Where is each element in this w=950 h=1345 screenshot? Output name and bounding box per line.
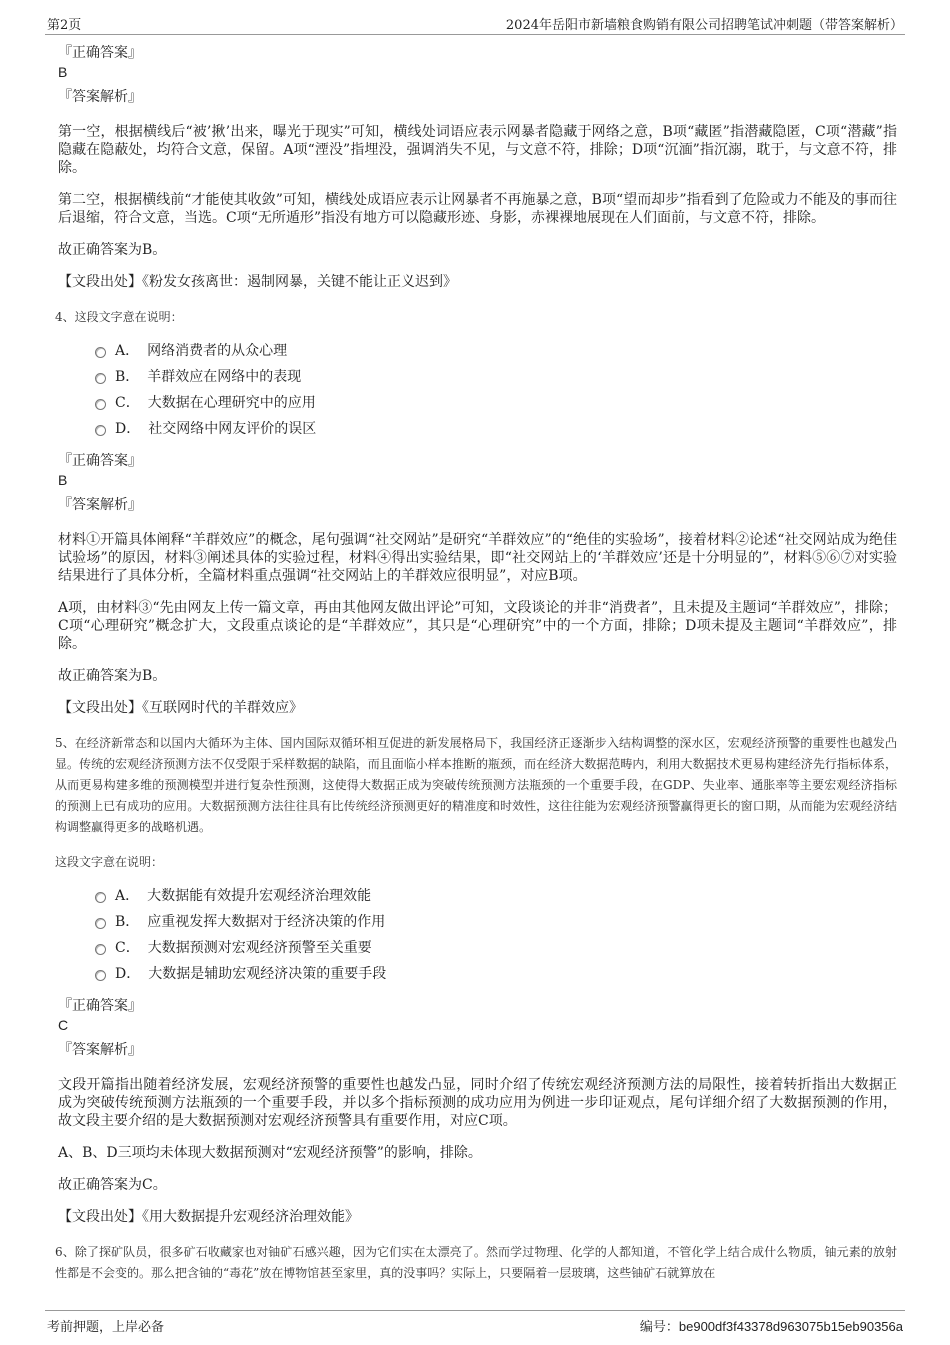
q4-source: 【文段出处】《互联网时代的羊群效应》: [58, 700, 303, 716]
q5-analysis-paragraph: A、B、D三项均未体现大数据预测对“宏观经济预警”的影响，排除。: [58, 1145, 482, 1161]
footer-slogan: 考前押题，上岸必备: [47, 1320, 165, 1335]
radio-icon[interactable]: [95, 970, 106, 981]
q5-option-d[interactable]: D． 大数据是辅助宏观经济决策的重要手段: [95, 965, 897, 991]
document-title: 2024年岳阳市新墙粮食购销有限公司招聘笔试冲刺题（带答案解析）: [505, 18, 903, 33]
radio-icon[interactable]: [95, 347, 106, 358]
page-footer: [45, 1310, 905, 1335]
q4-option-c[interactable]: C． 大数据在心理研究中的应用: [95, 394, 897, 420]
q5-source: 【文段出处】《用大数据提升宏观经济治理效能》: [58, 1209, 359, 1225]
q4-stem: 4、这段文字意在说明：: [55, 310, 183, 324]
radio-icon[interactable]: [95, 425, 106, 436]
q4-options: [95, 342, 897, 446]
q5-option-b[interactable]: B． 应重视发挥大数据对于经济决策的作用: [95, 913, 897, 939]
q6-passage: 6、除了探矿队员，很多矿石收藏家也对铀矿石感兴趣，因为它们实在太漂亮了。然而学过物理、化学的人都知道，不管化学上结合成什么物质，铀元素的放射性都是不会变的。那么把含铀的“毒花”放在博物馆甚至家里，真的没事吗？实际上，只要隔着一层玻璃，这些铀矿石就算放在: [55, 1245, 897, 1280]
q4-option-a[interactable]: A． 网络消费者的从众心理: [95, 342, 897, 368]
correct-answer-label: 『正确答案』: [58, 998, 142, 1014]
q3-analysis-paragraph: 第二空，根据横线前“才能使其收敛”可知，横线处成语应表示让网暴者不再施暴之意，B项“望而却步”指看到了危险或力不能及的事而往后退缩，符合文意，当选。C项“无所遁形”指没有地方可以隐藏形迹、身影，赤裸裸地展现在人们面前，与文意不符，排除。: [58, 192, 897, 226]
q3-answer: B: [58, 64, 68, 80]
q5-option-c[interactable]: C． 大数据预测对宏观经济预警至关重要: [95, 939, 897, 965]
radio-icon[interactable]: [95, 944, 106, 955]
q4-conclusion: 故正确答案为B。: [58, 668, 167, 684]
radio-icon[interactable]: [95, 399, 106, 410]
q3-conclusion: 故正确答案为B。: [58, 242, 167, 258]
q5-stem: 这段文字意在说明：: [55, 855, 164, 869]
document-id: 编号：be900df3f43378d963075b15eb90356a: [639, 1319, 903, 1334]
q5-passage: 5、在经济新常态和以国内大循环为主体、国内国际双循环相互促进的新发展格局下，我国经济正逐渐步入结构调整的深水区，宏观经济预警的重要性也越发凸显。传统的宏观经济预测方法不仅受限于采样数据的缺陷，而且面临小样本推断的瓶颈，而在经济大数据范畴内，利用大数据技术更易构建经济先行指标体系，从而更易构建多维的预测模型并进行复杂性预测，这使得大数据正成为突破传统预测方法瓶颈的一个重要手段，在GDP、失业率、通胀率等主要宏观经济指标的预测上已有成功的应用。大数据预测方法往往具有比传统经济预测更好的精准度和时效性，这往往能为宏观经济预警赢得更长的窗口期，从而能为宏观经济结构调整赢得更多的战略机遇。: [55, 736, 897, 834]
correct-answer-label: 『正确答案』: [58, 453, 142, 469]
q3-source: 【文段出处】《粉发女孩离世：遏制网暴，关键不能让正义迟到》: [58, 274, 457, 290]
radio-icon[interactable]: [95, 373, 106, 384]
analysis-label: 『答案解析』: [58, 1042, 142, 1058]
analysis-label: 『答案解析』: [58, 89, 142, 105]
q4-option-b[interactable]: B． 羊群效应在网络中的表现: [95, 368, 897, 394]
q5-answer: C: [58, 1017, 69, 1033]
q5-analysis-paragraph: 文段开篇指出随着经济发展，宏观经济预警的重要性也越发凸显，同时介绍了传统宏观经济预测方法的局限性，接着转折指出大数据正成为突破传统预测方法瓶颈的一个重要手段，并以多个指标预测的成功应用为例进一步印证观点，尾句详细介绍了大数据预测的作用，故文段主要介绍的是大数据预测对宏观经济预警具有重要作用，对应C项。: [58, 1077, 897, 1129]
q4-analysis-paragraph: 材料①开篇具体阐释“羊群效应”的概念，尾句强调“社交网站”是研究“羊群效应”的“绝佳的实验场”，接着材料②论述“社交网站成为绝佳试验场”的原因，材料③阐述具体的实验过程，材料④得出实验结果，即“社交网站上的‘羊群效应’还是十分明显的”，材料⑤⑥⑦对实验结果进行了具体分析，全篇材料重点强调“社交网站上的羊群效应很明显”，对应B项。: [58, 532, 897, 584]
q5-option-a[interactable]: A． 大数据能有效提升宏观经济治理效能: [95, 887, 897, 913]
page-number: 第2页: [47, 18, 82, 33]
q4-analysis-paragraph: A项，由材料③“先由网友上传一篇文章，再由其他网友做出评论”可知，文段谈论的并非“消费者”，且未提及主题词“羊群效应”，排除；C项“心理研究”概念扩大，文段重点谈论的是“羊群效应”，其只是“心理研究”中的一个方面，排除；D项未提及主题词“羊群效应”，排除。: [58, 600, 897, 652]
q4-option-d[interactable]: D． 社交网络中网友评价的误区: [95, 420, 897, 446]
analysis-label: 『答案解析』: [58, 497, 142, 513]
page-header: [45, 12, 905, 35]
q3-analysis-paragraph: 第一空，根据横线后“被’揪’出来，曝光于现实”可知，横线处词语应表示网暴者隐藏于网络之意，B项“藏匿”指潜藏隐匿，C项“潜藏”指隐藏在隐蔽处，均符合文意，保留。A项“湮没”指埋没，强调消失不见，与文意不符，排除；D项“沉湎”指沉溺，耽于，与文意不符，排除。: [58, 124, 897, 176]
q4-answer: B: [58, 472, 68, 488]
radio-icon[interactable]: [95, 918, 106, 929]
radio-icon[interactable]: [95, 892, 106, 903]
page-content: [55, 44, 897, 1284]
q5-conclusion: 故正确答案为C。: [58, 1177, 167, 1193]
q5-options: [95, 887, 897, 991]
correct-answer-label: 『正确答案』: [58, 45, 142, 61]
